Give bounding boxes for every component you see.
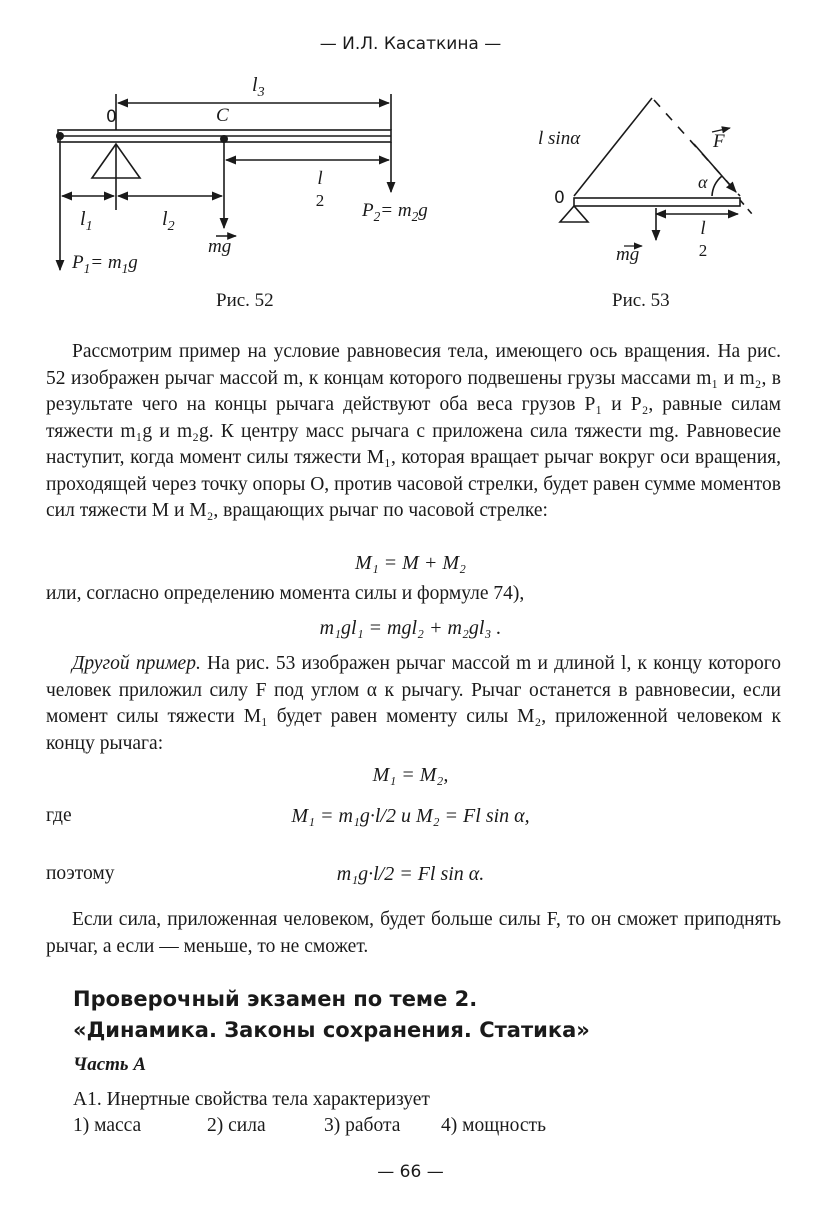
fig52-p1: $P_1= m_1g$	[72, 252, 138, 276]
thus-label: поэтому	[46, 863, 115, 884]
running-header: — И.Л. Касаткина —	[319, 34, 502, 54]
fig53-force: F	[713, 131, 725, 152]
fig52-l3: $l_3$	[252, 74, 265, 100]
option-3: 3) работа	[324, 1115, 401, 1136]
paragraph-2: или, согласно определению момента силы и формуле 74),	[46, 583, 525, 604]
fig53-lsin: l sinα	[538, 128, 581, 149]
fig52-half: l 2	[315, 168, 325, 210]
fig52-l2: $l_2$	[162, 208, 175, 234]
answer-options	[73, 1115, 546, 1137]
page-number: — 66 —	[377, 1162, 444, 1182]
lever-bar-53	[574, 198, 740, 206]
fig52-l1: $l_1$	[80, 208, 93, 234]
question-a1: А1. Инертные свойства тела характеризует	[73, 1089, 430, 1110]
formula-3: M₁ = M₂,	[372, 764, 449, 786]
fig52-mg: mg	[208, 236, 232, 257]
option-4: 4) мощность	[441, 1115, 546, 1136]
formula-1: M₁ = M + M₂	[355, 552, 466, 574]
fig52-origin: 0	[106, 107, 117, 127]
fig52-caption: Рис. 52	[216, 290, 274, 311]
paragraph-3: Другой пример. На рис. 53 изображен рычаг массой m и длиной l, к концу которого человек приложил силу F под углом α к рычагу. Рычаг останется в равновесии, если момент силы тяжести M₁ будет равен моменту силы M₂, приложенной человеком к концу рычага:	[46, 653, 781, 754]
part-label: Часть А	[73, 1054, 147, 1075]
fig52-center: C	[216, 105, 229, 126]
fig53-mg: mg	[616, 244, 640, 265]
option-2: 2) сила	[207, 1115, 266, 1136]
fig53-origin: 0	[554, 188, 565, 208]
fig53-alpha: α	[698, 172, 708, 192]
lsin-line	[574, 98, 652, 196]
paragraph-1: Рассмотрим пример на условие равновесия тела, имеющего ось вращения. На рис. 52 изображен рычаг массой m, к концам которого подвешены грузы массами m₁ и m₂, в результате чего на концы рычага действуют оба веса грузов P₁ и P₂, равные силам тяжести m₁g и m₂g. К центру масс рычага c приложена сила тяжести mg. Равновесие наступит, когда момент силы тяжести M₁, которая вращает рычаг вокруг оси вращения, проходящей через точку опоры O, против часовой стрелки, будет равен сумме моментов сил тяжести M и M₂, вращающих рычаг по часовой стрелке:	[46, 341, 781, 521]
figure-53	[560, 98, 752, 240]
section-heading: Проверочный экзамен по теме 2. «Динамика. Законы сохранения. Статика»	[73, 987, 590, 1042]
figure-52	[0, 0, 821, 330]
paragraph-4: Если сила, приложенная человеком, будет больше силы F, то он сможет приподнять рычаг, а если — меньше, то не сможет.	[46, 909, 781, 957]
fig52-p2: $P_2= m_2g$	[362, 200, 428, 224]
fig53-caption: Рис. 53	[612, 290, 670, 311]
option-1: 1) масса	[73, 1115, 142, 1136]
formula-5: m₁g·l/2 = Fl sin α.	[336, 863, 485, 885]
formula-4: M₁ = m₁g·l/2 и M₂ = Fl sin α,	[291, 805, 530, 827]
formula-2: m₁gl₁ = mgl₂ + m₂gl₃ .	[319, 617, 502, 639]
where-label: где	[46, 805, 72, 826]
fig53-half: l 2	[698, 218, 708, 260]
